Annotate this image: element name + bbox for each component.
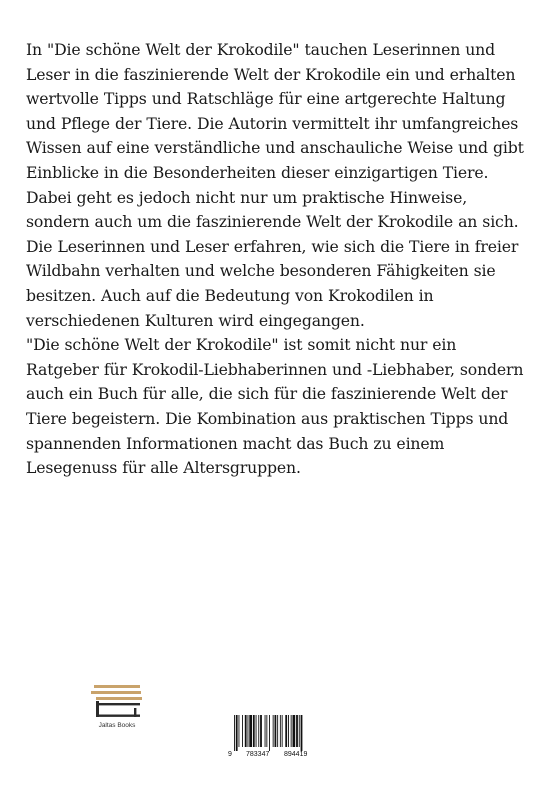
barcode-bar [245,715,247,747]
barcode-bar [249,715,252,747]
barcode-bar [273,715,274,747]
blurb-paragraph-3: "Die schöne Welt der Krokodile" ist somit nicht nur ein Ratgeber für Krokodil-Liebhaberinnen und -Liebhaber, sondern auch ein Buch für alle, die sich für die faszinierende Welt der Tiere begeistern. Die Kombination aus praktischen Tipps und spannenden Informationen macht das Buch zu einem Lesegenuss für alle Altersgruppen. [26,335,524,478]
barcode-bar [256,715,257,747]
barcode-digit-prefix: 9 [228,751,232,758]
barcode-digit-group-1: 783347 [246,751,270,758]
barcode-digit-group-2: 894419 [284,751,308,758]
barcode-bar [260,715,262,747]
stacked-books-icon [86,683,148,721]
publisher-logo [84,683,150,729]
blurb-paragraph-2: Dabei geht es jedoch nicht nur um praktische Hinweise, sondern auch um die faszinierende Welt der Krokodile an sich. Die Leserinnen und Leser erfahren, wie sich die Tiere in freier Wildbahn verhalten und welche besonderen Fähigkeiten sie besitzen. Auch auf die Bedeutung von Krokodilen in verschiedenen Kulturen wird eingegangen. [26,187,519,330]
barcode-bar [258,715,259,747]
barcode-digits [226,751,323,761]
barcode-bar [266,715,267,747]
barcode-bar [265,715,266,747]
barcode-bar [293,715,296,747]
barcode-bar [296,715,298,747]
barcode-bar [234,715,235,751]
barcode-bar [253,715,255,747]
blurb-paragraph-1: In "Die schöne Welt der Krokodile" tauchen Leserinnen und Leser in die faszinierende Welt der Krokodile ein und erhalten wertvolle Tipps und Ratschläge für eine artgerechte Haltung und Pflege der Tiere. Die Autorin vermittelt ihr umfangreiches Wissen auf eine verständliche und anschauliche Weise und gibt Einblicke in die Besonderheiten dieser einzigartigen Tiere. [26,40,524,182]
barcode-bar [285,715,287,747]
barcode-bar [301,715,303,751]
barcode-bar [280,715,281,747]
isbn-barcode [226,713,323,762]
barcode-bar [282,715,283,747]
barcode-bar [248,715,249,747]
barcode-bar [288,715,289,747]
barcode-bar [269,715,270,751]
barcode-bar [277,715,278,747]
back-cover-blurb [26,38,526,481]
barcode-bar [236,715,238,751]
barcode-bar [242,715,243,747]
barcode-bar [291,715,292,747]
barcode-bar [299,715,300,747]
barcode-bar [275,715,277,747]
barcode-bars [226,713,323,753]
barcode-bar [239,715,240,747]
publisher-name: Jaltas Books [98,722,136,729]
